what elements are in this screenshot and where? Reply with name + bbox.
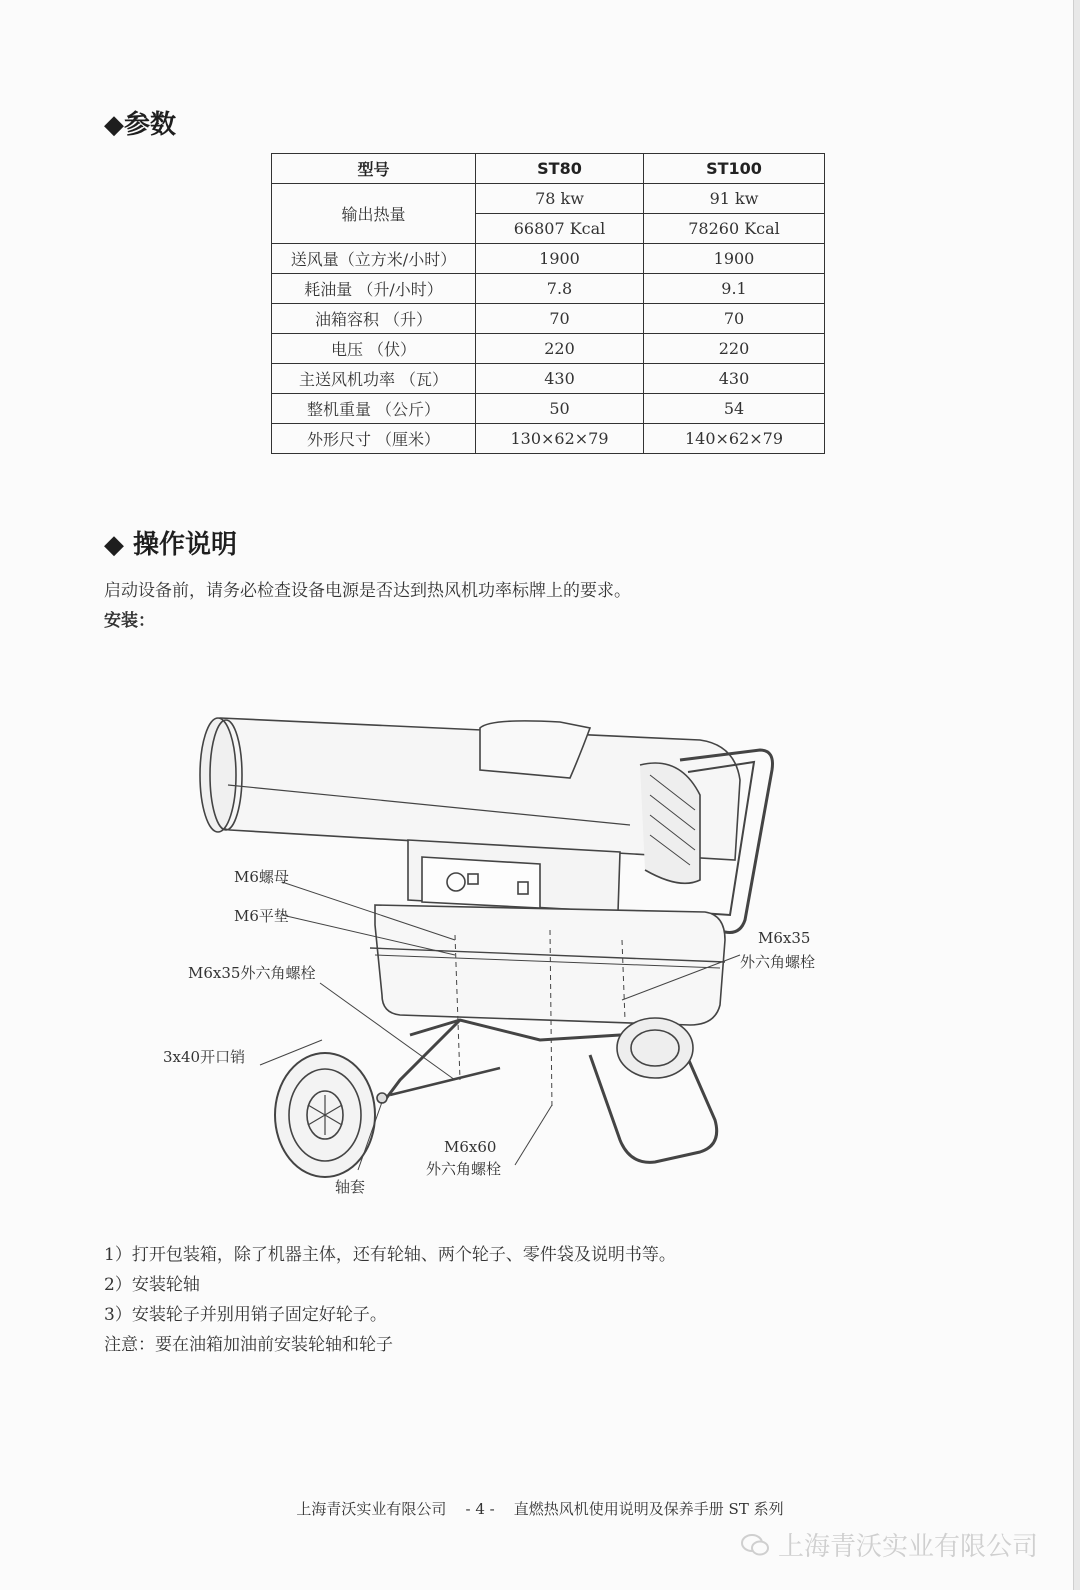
footer-page-number: - 4 - [465,1500,495,1518]
watermark-text: 上海青沃实业有限公司 [778,1532,1039,1562]
operation-section-title: ◆ 操作说明 [104,530,238,560]
footer-company: 上海青沃实业有限公司 [296,1500,447,1518]
row-label: 电压 （伏） [272,334,476,364]
footer-manual-title: 直燃热风机使用说明及保养手册 ST 系列 [513,1500,784,1518]
table-cell: 78260 Kcal [644,214,825,244]
heat-output-label: 输出热量 [272,184,476,244]
label-m6-nut: M6螺母 [234,868,289,886]
table-cell: 430 [476,364,644,394]
step-1: 1）打开包装箱，除了机器主体，还有轮轴、两个轮子、零件袋及说明书等。 [104,1245,676,1265]
step-3: 3）安装轮子并别用销子固定好轮子。 [104,1305,387,1325]
table-cell: 50 [476,394,644,424]
spec-table [271,153,825,454]
table-cell: 1900 [476,244,644,274]
heater-installation-diagram [160,700,840,1220]
table-cell: 140×62×79 [644,424,825,454]
table-cell: 7.8 [476,274,644,304]
table-cell: 130×62×79 [476,424,644,454]
table-header-row [272,154,825,184]
label-m6x60-line2: 外六角螺栓 [426,1160,502,1178]
label-m6x35-right-line1: M6x35 [758,929,811,947]
table-header-cell: ST80 [476,154,644,184]
table-row [272,184,825,214]
install-note: 注意：要在油箱加油前安装轮轴和轮子 [104,1335,393,1355]
table-row [272,244,825,274]
table-cell: 78 kw [476,184,644,214]
table-cell: 70 [644,304,825,334]
watermark [740,1526,1038,1563]
table-cell: 66807 Kcal [476,214,644,244]
table-cell: 220 [644,334,825,364]
page-footer [0,1498,1080,1519]
row-label: 外形尺寸 （厘米） [272,424,476,454]
wechat-icon [740,1532,770,1558]
page-edge [1073,0,1080,1590]
table-cell: 1900 [644,244,825,274]
table-row [272,424,825,454]
label-m6x35-bolt-left: M6x35外六角螺栓 [188,964,316,982]
row-label: 主送风机功率 （瓦） [272,364,476,394]
label-m6x35-right-line2: 外六角螺栓 [740,953,816,971]
table-header-cell: ST100 [644,154,825,184]
label-m6-washer: M6平垫 [234,907,289,925]
operation-intro: 启动设备前，请务必检查设备电源是否达到热风机功率标牌上的要求。 [104,581,631,601]
table-cell: 70 [476,304,644,334]
table-cell: 430 [644,364,825,394]
install-label: 安装： [104,611,155,631]
step-2: 2）安装轮轴 [104,1275,200,1295]
row-label: 整机重量 （公斤） [272,394,476,424]
params-section-title: ◆参数 [104,110,176,140]
label-m6x60-line1: M6x60 [444,1138,497,1156]
label-bushing: 轴套 [335,1178,366,1196]
table-row [272,274,825,304]
table-row [272,394,825,424]
table-cell: 220 [476,334,644,364]
row-label: 油箱容积 （升） [272,304,476,334]
row-label: 耗油量 （升/小时） [272,274,476,304]
table-cell: 91 kw [644,184,825,214]
table-header-cell: 型号 [272,154,476,184]
table-row [272,364,825,394]
label-cotter-pin: 3x40开口销 [163,1048,246,1066]
table-cell: 9.1 [644,274,825,304]
table-cell: 54 [644,394,825,424]
row-label: 送风量（立方米/小时） [272,244,476,274]
table-row [272,304,825,334]
table-row [272,334,825,364]
